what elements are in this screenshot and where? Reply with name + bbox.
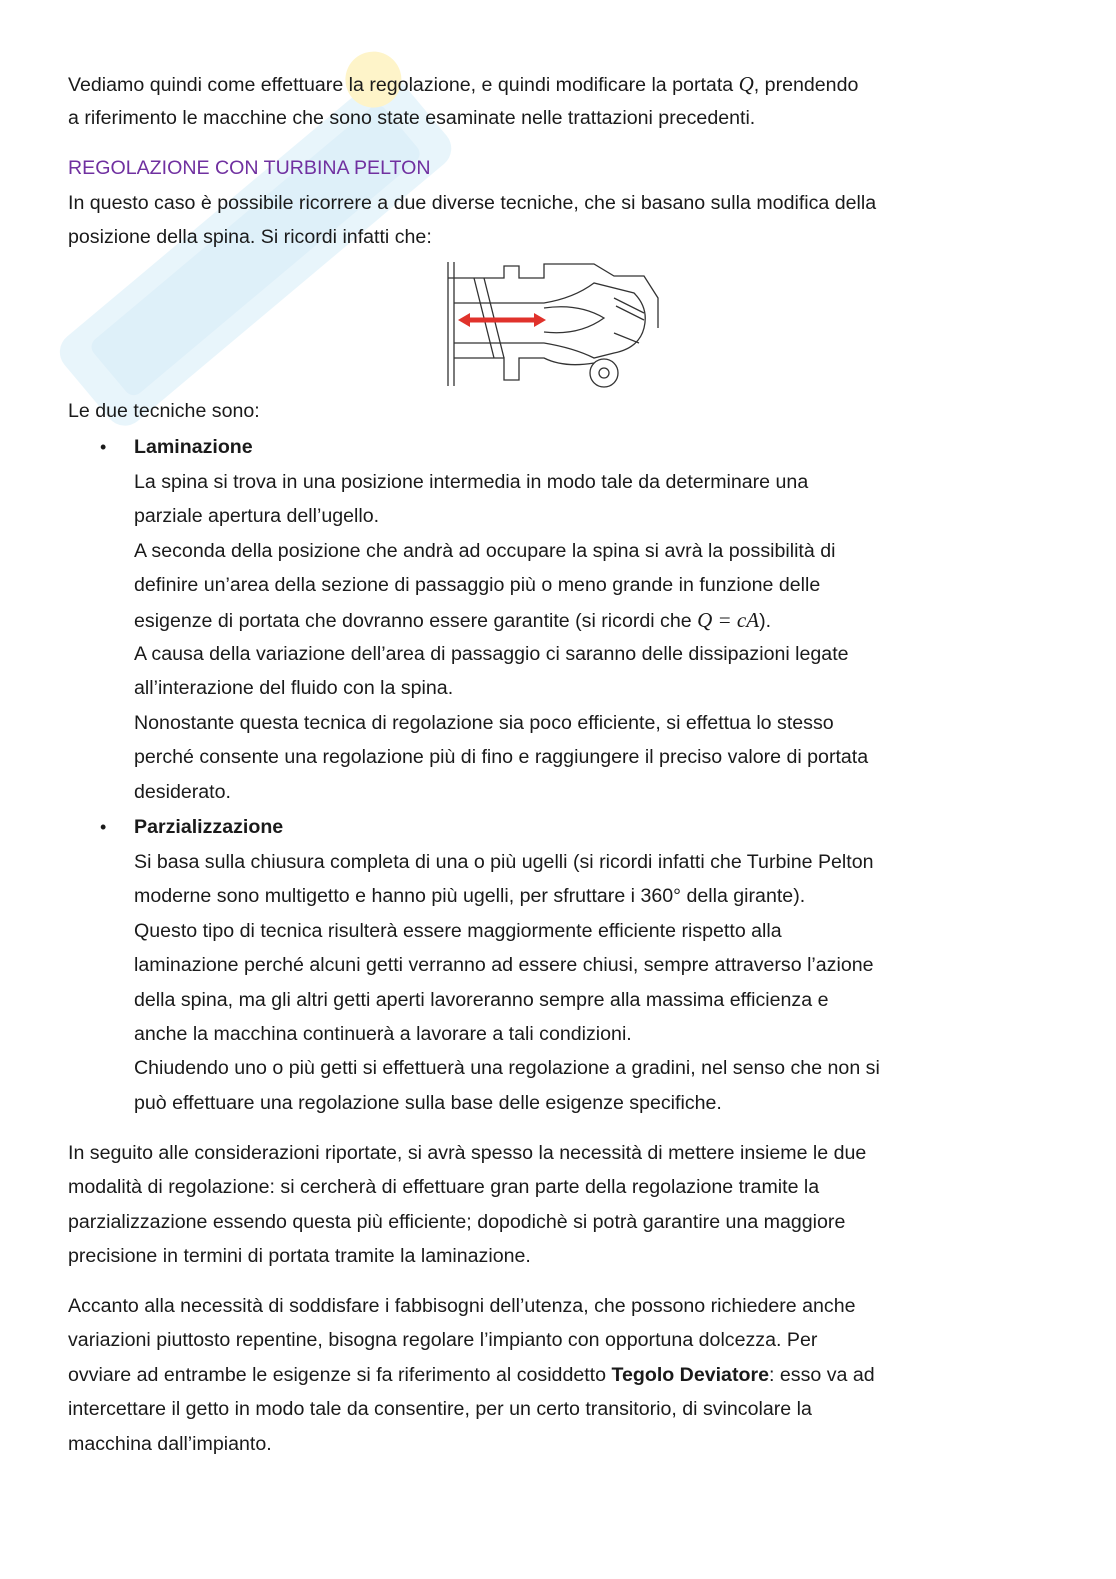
bullet-dot: • — [100, 817, 107, 837]
bullet-title-parzializzazione: Parzializzazione — [134, 816, 284, 838]
text-line: A seconda della posizione che andrà ad occupare la spina si avrà la possibilità di — [134, 539, 836, 562]
bullet-title-laminazione: Laminazione — [134, 436, 253, 458]
arrow-head-right — [534, 313, 546, 327]
section-heading: REGOLAZIONE CON TURBINA PELTON — [68, 157, 431, 179]
text-line: parziale apertura dell’ugello. — [134, 505, 380, 528]
text-line: Nonostante questa tecnica di regolazione sia poco efficiente, si effettua lo stesso — [134, 711, 834, 734]
paragraph-3 — [68, 1289, 1058, 1461]
text-line: desiderato. — [134, 780, 231, 803]
bold-term: Tegolo Deviatore — [611, 1363, 769, 1386]
bullet-body-parzializzazione — [134, 845, 1064, 1120]
formula: Q = cA — [697, 607, 760, 632]
math-q: Q — [738, 72, 754, 96]
text-line: può effettuare una regolazione sulla base delle esigenze specifiche. — [134, 1091, 722, 1114]
text-line: macchina dall’impianto. — [68, 1432, 272, 1455]
text: ). — [759, 609, 772, 632]
text: Vediamo quindi come effettuare la regolazione, e quindi modificare la portata — [68, 74, 739, 96]
text-line: perché consente una regolazione più di fino e raggiungere il preciso valore di portata — [134, 746, 869, 769]
text-line: moderne sono multigetto e hanno più ugelli, per sfruttare i 360° della girante). — [134, 885, 806, 908]
text: , prendendo — [753, 74, 859, 96]
text-line: Accanto alla necessità di soddisfare i fabbisogni dell’utenza, che possono richiedere anche — [68, 1295, 856, 1317]
text-line: intercettare il getto in modo tale da consentire, per un certo transitorio, di svincolare la — [68, 1398, 812, 1421]
text-line: In questo caso è possibile ricorrere a due diverse tecniche, che si basano sulla modifica della — [68, 192, 877, 214]
text: esigenze di portata che dovranno essere garantite (si ricordi che — [134, 609, 698, 632]
text-line: posizione della spina. Si ricordi infatti che: — [68, 226, 432, 249]
text-line: anche la macchina continuerà a lavorare a tali condizioni. — [134, 1022, 632, 1045]
text: ovviare ad entrambe le esigenze si fa riferimento al cosiddetto — [68, 1363, 612, 1386]
text-line: laminazione perché alcuni getti verranno ad essere chiusi, sempre attraverso l’azione — [134, 954, 874, 977]
paragraph-2 — [68, 1136, 1058, 1274]
text: : esso va ad — [768, 1363, 875, 1386]
text-line: definire un’area della sezione di passaggio più o meno grande in funzione delle — [134, 574, 821, 597]
text-line: La spina si trova in una posizione intermedia in modo tale da determinare una — [134, 471, 809, 493]
text-line: A causa della variazione dell’area di passaggio ci saranno delle dissipazioni legate — [134, 642, 849, 665]
bullet-body-laminazione — [134, 465, 1064, 809]
text-line: Si basa sulla chiusura completa di una o più ugelli (si ricordi infatti che Turbine Pelton — [134, 851, 874, 873]
text-line: Questo tipo di tecnica risulterà essere maggiormente efficiente rispetto alla — [134, 919, 782, 942]
intro-paragraph — [68, 67, 1058, 136]
paragraph-1 — [68, 186, 1058, 255]
text-line: all’interazione del fluido con la spina. — [134, 677, 454, 700]
text-line — [134, 603, 1064, 637]
text-line: parzializzazione essendo questa più efficiente; dopodichè si potrà garantire una maggiore — [68, 1210, 846, 1233]
techniques-intro: Le due tecniche sono: — [68, 400, 260, 422]
text-line: modalità di regolazione: si cercherà di effettuare gran parte della regolazione tramite la — [68, 1176, 820, 1199]
text-line: variazioni piuttosto repentine, bisogna regolare l’impianto con opportuna dolcezza. Per — [68, 1329, 818, 1352]
text-line: della spina, ma gli altri getti aperti lavoreranno sempre alla massima efficienza e — [134, 988, 829, 1011]
text-line: a riferimento le macchine che sono state esaminate nelle trattazioni precedenti. — [68, 107, 756, 130]
text-line: Chiudendo uno o più getti si effettuerà una regolazione a gradini, nel senso che non si — [134, 1057, 880, 1080]
arrow-head-left — [458, 313, 470, 327]
text-line: In seguito alle considerazioni riportate, si avrà spesso la necessità di mettere insieme le due — [68, 1142, 867, 1164]
text-line: precisione in termini di portata tramite la laminazione. — [68, 1245, 531, 1268]
pelton-nozzle-figure — [444, 258, 660, 390]
bullet-dot: • — [100, 437, 107, 457]
